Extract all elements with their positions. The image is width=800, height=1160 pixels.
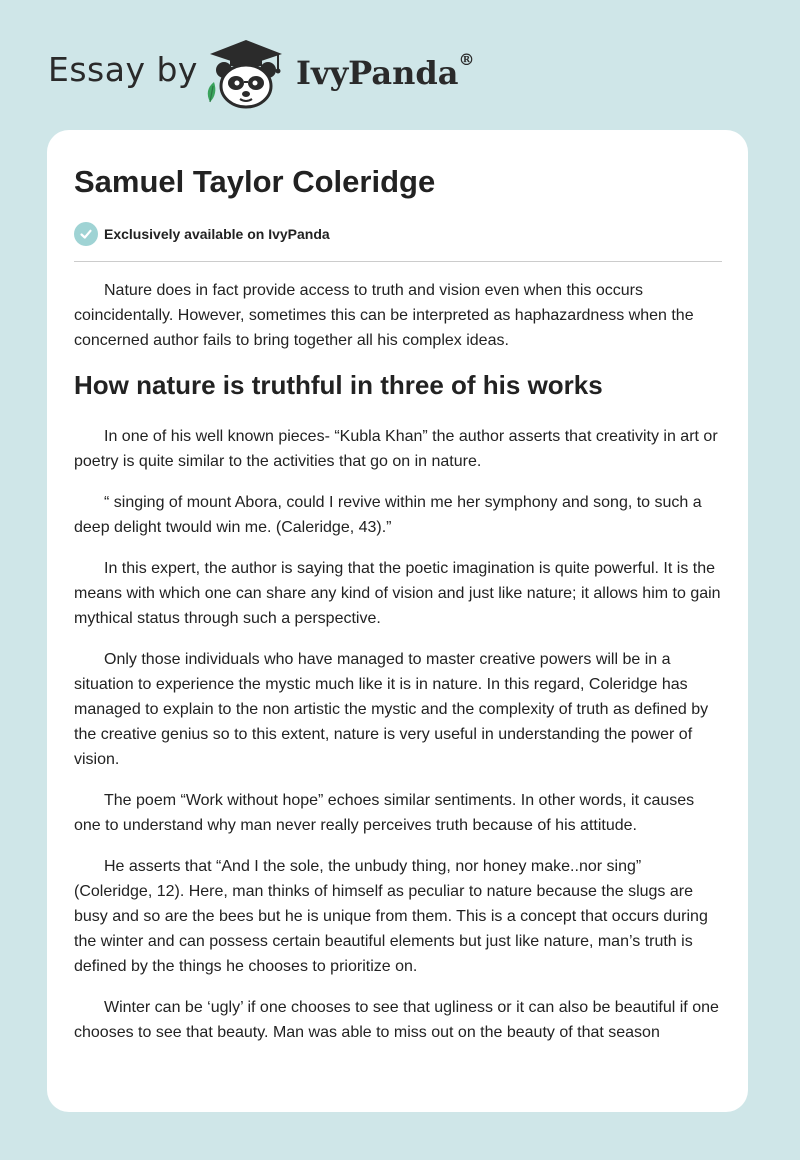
essay-title: Samuel Taylor Coleridge <box>74 164 436 199</box>
brand-name: IvyPanda® <box>296 50 475 92</box>
paragraph: The poem “Work without hope” echoes similar sentiments. In other words, it causes one to understand why man never really perceives truth because of his attitude. <box>74 792 695 834</box>
exclusive-label: Exclusively available on IvyPanda <box>104 226 330 242</box>
site-header <box>0 0 800 130</box>
paragraph: In one of his well known pieces- “Kubla Khan” the author asserts that creativity in art or poetry is quite similar to the activities that go on in nature. <box>74 428 718 470</box>
title-divider <box>74 261 722 262</box>
paragraph: Only those individuals who have managed to master creative powers will be in a situation to experience the mystic much like it is in nature. In this regard, Coleridge has managed to explain to the non artistic the mystic and the complexity of truth as defined by the creative genius so to this extent, nature is very useful in understanding the power of vision. <box>74 651 709 768</box>
paragraph: He asserts that “And I the sole, the unbudy thing, nor honey make..nor sing” (Coleridge, 12). Here, man thinks of himself as peculiar to nature because the slugs are busy and so are the bees but he is unique from them. This is a concept that occurs during the winter and can possess certain beautiful elements but just like nature, man’s truth is defined by the things he chooses to prioritize on. <box>74 858 708 975</box>
panda-graduate-logo-icon[interactable] <box>200 36 292 110</box>
registered-mark: ® <box>458 50 475 69</box>
check-circle-icon <box>74 222 98 246</box>
paragraph: In this expert, the author is saying that the poetic imagination is quite powerful. It is the means with which one can share any kind of vision and just like nature; it allows him to gain mythical status through such a perspective. <box>74 560 721 627</box>
essay-body <box>74 278 722 1061</box>
exclusive-badge <box>74 222 330 246</box>
paragraph: Nature does in fact provide access to truth and vision even when this occurs coincidentally. However, sometimes this can be interpreted as haphazardness when the concerned author fails to bring together all his complex ideas. <box>74 282 694 349</box>
brand-prefix: Essay by <box>48 50 198 89</box>
section-heading: How nature is truthful in three of his works <box>74 370 603 400</box>
paragraph: Winter can be ‘ugly’ if one chooses to see that ugliness or it can also be beautiful if one chooses to see that beauty. Man was able to miss out on the beauty of that season <box>74 999 719 1041</box>
essay-card <box>47 130 748 1112</box>
paragraph: “ singing of mount Abora, could I revive within me her symphony and song, to such a deep delight twould win me. (Caleridge, 43).” <box>74 494 702 536</box>
